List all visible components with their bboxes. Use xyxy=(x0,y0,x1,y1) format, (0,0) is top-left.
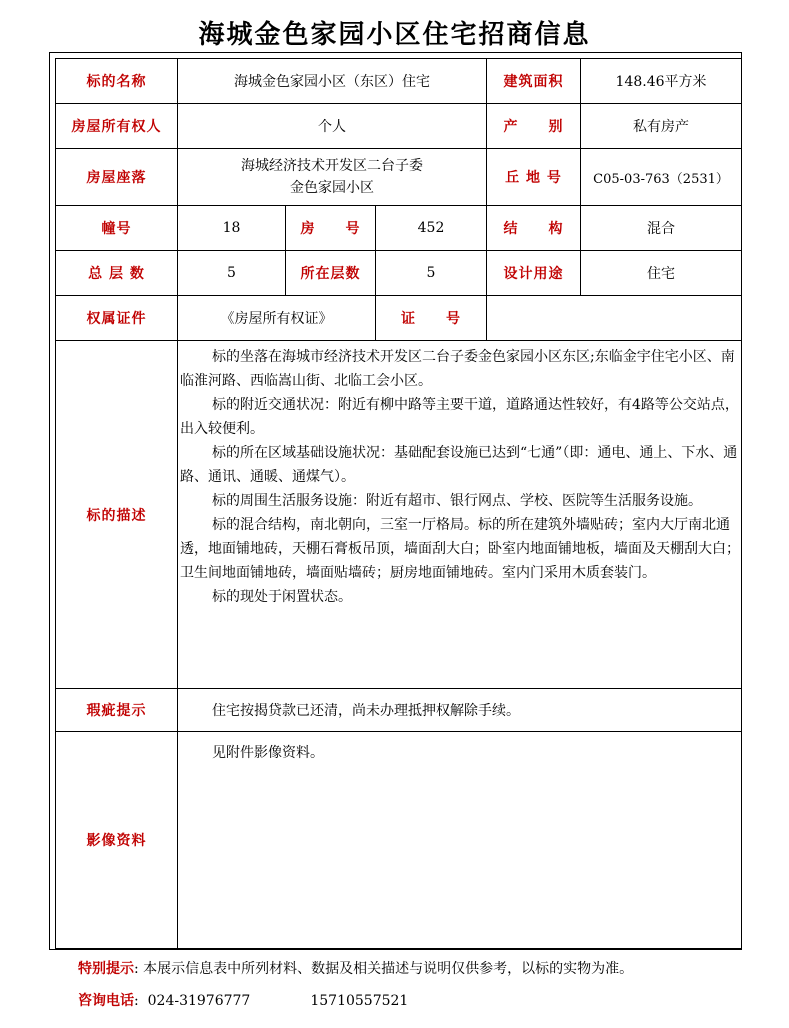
desc-paragraph: 标的坐落在海城市经济技术开发区二台子委金色家园小区东区;东临金宇住宅小区、南临淮河路、西临嵩山街、北临工会小区。 xyxy=(180,349,735,389)
defects-label: 瑕疵提示 xyxy=(56,689,178,732)
name-label: 标的名称 xyxy=(56,59,178,104)
floor-value: 5 xyxy=(376,251,487,296)
notice-label: 特别提示 xyxy=(78,961,134,977)
desc-label: 标的描述 xyxy=(56,341,178,689)
location-value xyxy=(178,149,487,206)
phone-label: 咨询电话 xyxy=(78,993,134,1009)
building-value: 18 xyxy=(178,206,286,251)
notice-text: : 本展示信息表中所列材料、数据及相关描述与说明仅供参考，以标的实物为准。 xyxy=(134,961,634,977)
page-title: 海城金色家园小区住宅招商信息 xyxy=(198,20,591,50)
row-name xyxy=(56,59,742,104)
usage-value: 住宅 xyxy=(581,251,742,296)
row-images xyxy=(56,732,742,949)
desc-paragraph: 标的现处于闲置状态。 xyxy=(212,589,352,605)
property-type-label: 产 别 xyxy=(487,104,581,149)
contact-phone xyxy=(78,990,408,1010)
special-notice xyxy=(78,958,633,978)
cert-value: 《房屋所有权证》 xyxy=(178,296,376,341)
row-building xyxy=(56,206,742,251)
location-label: 房屋座落 xyxy=(56,149,178,206)
phone-number-1[interactable]: 024-31976777 xyxy=(147,993,251,1009)
phone-colon: : xyxy=(134,993,139,1009)
lot-value: C05-03-763（2531） xyxy=(581,149,742,206)
structure-value: 混合 xyxy=(581,206,742,251)
property-type-value: 私有房产 xyxy=(581,104,742,149)
floor-label: 所在层数 xyxy=(286,251,376,296)
owner-label: 房屋所有权人 xyxy=(56,104,178,149)
floors-value: 5 xyxy=(178,251,286,296)
room-value: 452 xyxy=(376,206,487,251)
row-location xyxy=(56,149,742,206)
row-defects xyxy=(56,689,742,732)
name-value: 海城金色家园小区（东区）住宅 xyxy=(178,59,487,104)
room-label: 房 号 xyxy=(286,206,376,251)
row-floors xyxy=(56,251,742,296)
row-owner xyxy=(56,104,742,149)
info-table xyxy=(55,58,742,949)
desc-paragraph: 标的附近交通状况：附近有柳中路等主要干道，道路通达性较好，有4路等公交站点，出入较便利。 xyxy=(180,397,739,437)
defects-value: 住宅按揭贷款已还清，尚未办理抵押权解除手续。 xyxy=(178,689,742,732)
usage-label: 设计用途 xyxy=(487,251,581,296)
floors-label: 总 层 数 xyxy=(56,251,178,296)
area-value: 148.46平方米 xyxy=(581,59,742,104)
phone-number-2[interactable]: 15710557521 xyxy=(310,993,409,1009)
row-description xyxy=(56,341,742,689)
cert-label: 权属证件 xyxy=(56,296,178,341)
location-line-1: 海城经济技术开发区二台子委 xyxy=(241,158,424,174)
images-value: 见附件影像资料。 xyxy=(178,732,742,949)
owner-value: 个人 xyxy=(178,104,487,149)
desc-paragraph: 标的所在区域基础设施状况：基础配套设施已达到“七通”（即：通电、通上、下水、通路、通讯、通暖、通煤气）。 xyxy=(180,445,738,485)
building-label: 幢号 xyxy=(56,206,178,251)
row-certificate xyxy=(56,296,742,341)
cert-no-value xyxy=(487,296,742,341)
images-label: 影像资料 xyxy=(56,732,178,949)
structure-label: 结 构 xyxy=(487,206,581,251)
location-line-2: 金色家园小区 xyxy=(290,180,375,196)
area-label: 建筑面积 xyxy=(487,59,581,104)
desc-paragraph: 标的混合结构，南北朝向，三室一厅格局。标的所在建筑外墙贴砖；室内大厅南北通透，地面铺地砖，天棚石膏板吊顶，墙面刮大白；卧室内地面铺地板，墙面及天棚刮大白；卫生间地面铺地砖，墙面贴墙砖；厨房地面铺地砖。室内门采用木质套装门。 xyxy=(180,517,740,581)
desc-paragraph: 标的周围生活服务设施：附近有超市、银行网点、学校、医院等生活服务设施。 xyxy=(212,493,702,509)
desc-content xyxy=(178,341,742,689)
cert-no-label: 证 号 xyxy=(376,296,487,341)
lot-label: 丘 地 号 xyxy=(487,149,581,206)
